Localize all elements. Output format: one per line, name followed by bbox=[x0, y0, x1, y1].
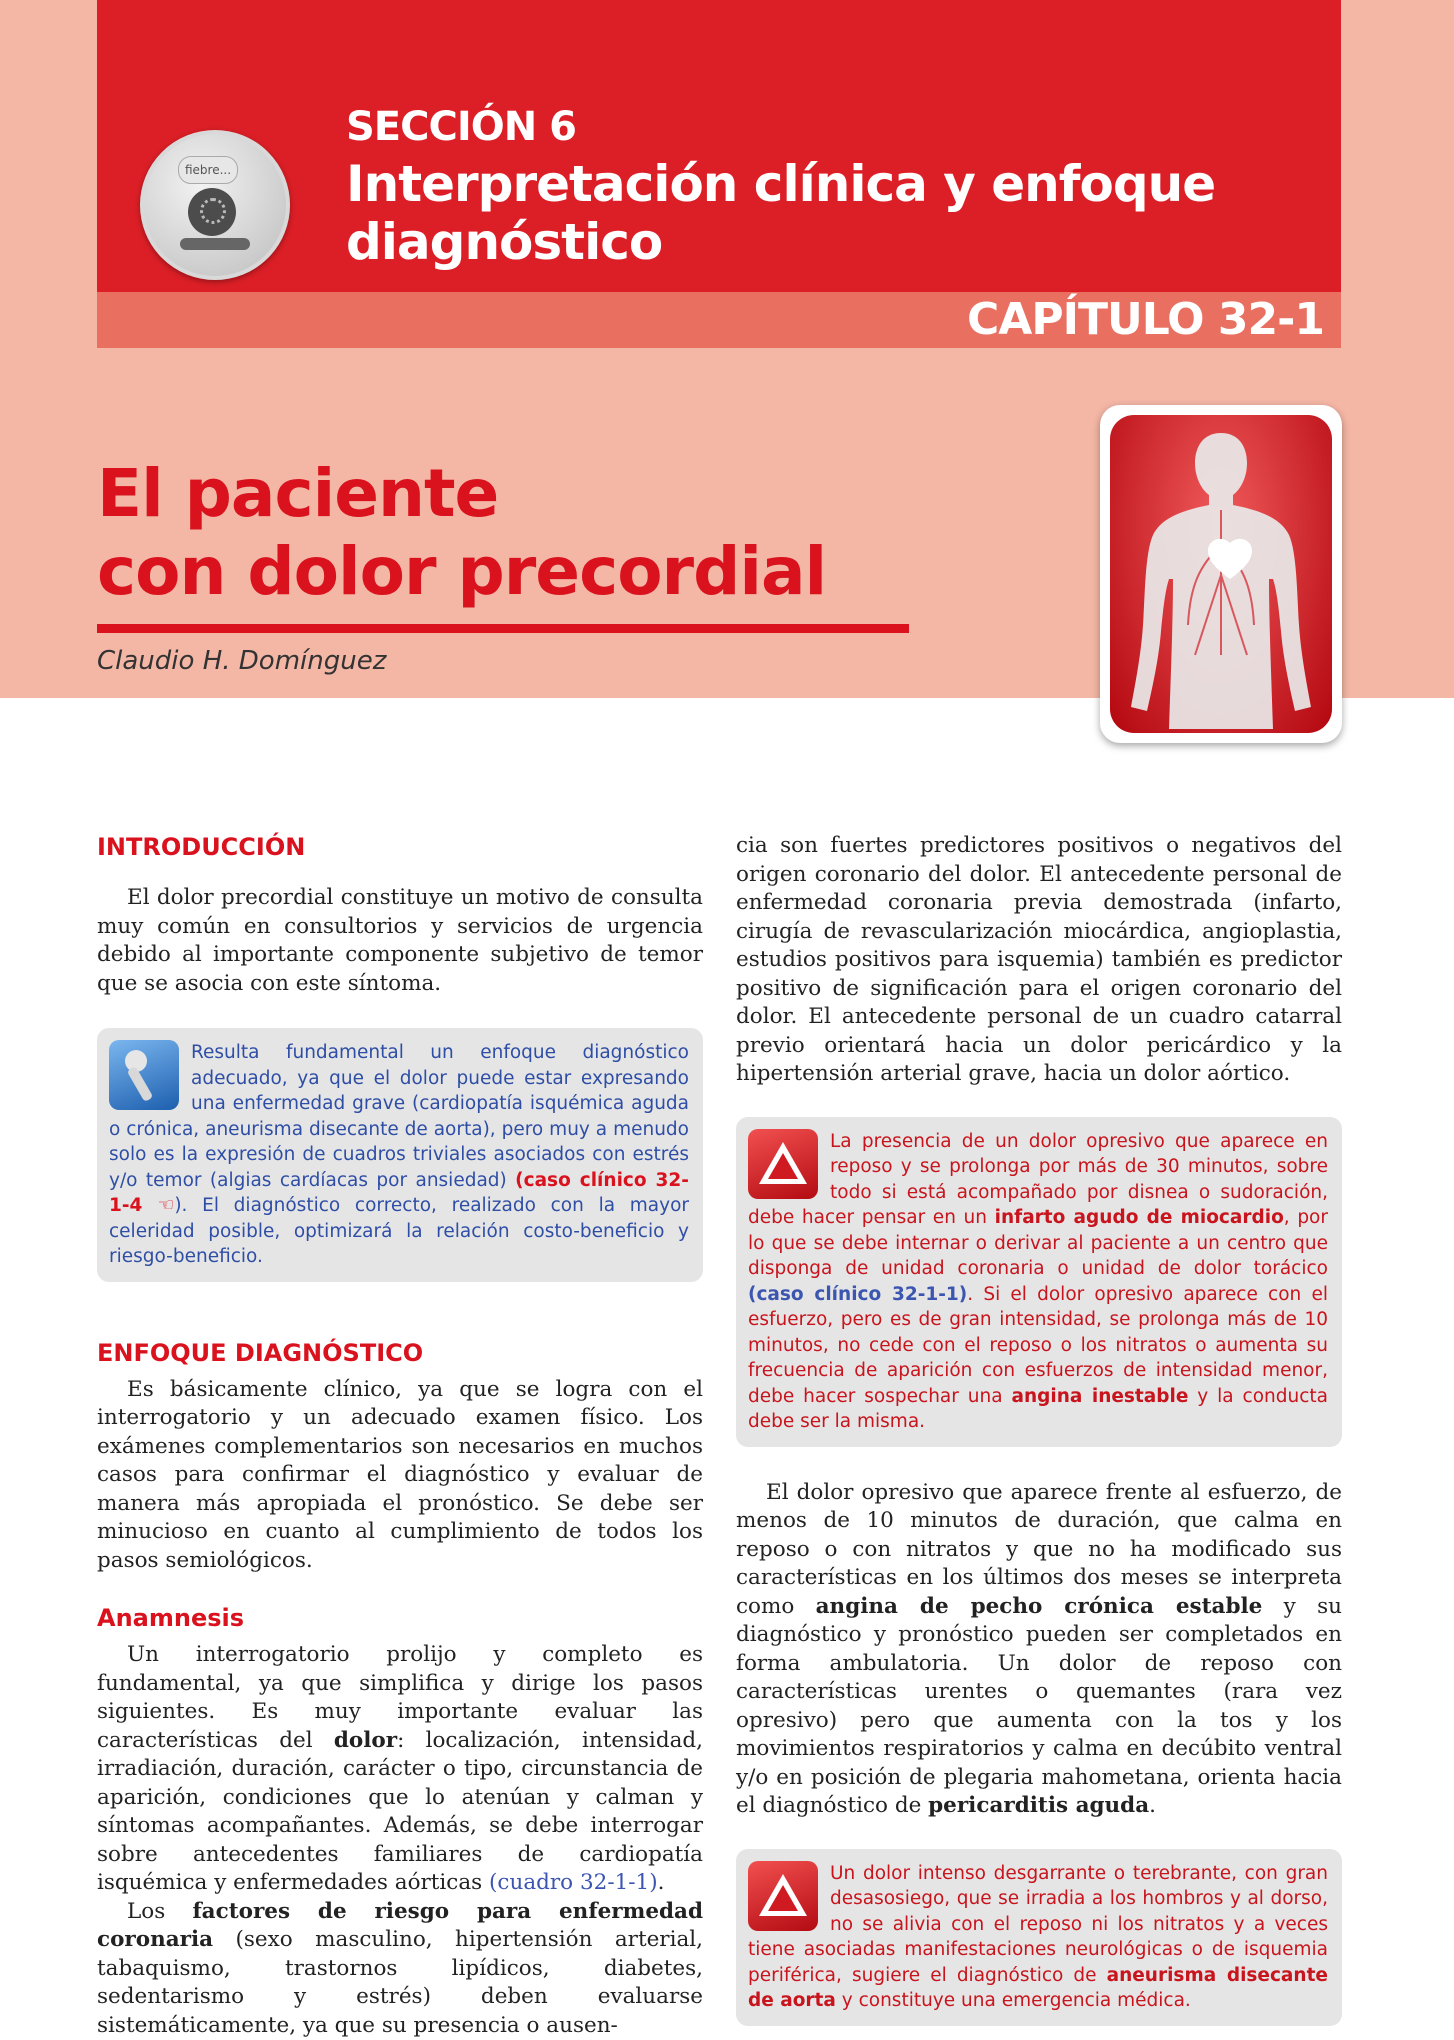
risk-factors-paragraph: Los factores de riesgo para enfermedad coronaria (sexo masculino, hipertensión arterial, tabaquismo, trastornos lipídicos, diabetes, sedentarismo y estrés) deben evaluarse sistemáticamente, ya que su presencia o ausen- bbox=[97, 1898, 703, 2040]
pointing-hand-icon: ☜ bbox=[158, 1195, 175, 1216]
section-label: SECCIÓN 6 bbox=[346, 104, 576, 150]
enfoque-paragraph: Es básicamente clínico, ya que se logra con el interrogatorio y un adecuado examen físico. Los exámenes complementarios son necesarios en muchos casos para confirmar el diagnóstico y evaluar de manera más apropiada el pronóstico. Se debe ser minucioso en cuanto al cumplimiento de todos los pasos semiológicos. bbox=[97, 1376, 703, 1576]
human-body-heart-icon bbox=[1100, 405, 1342, 743]
key-note-box: Resulta fundamental un enfoque diagnóstico adecuado, ya que el dolor puede estar expresando una enfermedad grave (cardiopatía isquémica aguda o crónica, aneurisma disecante de aorta), pero muy a menudo solo es la expresión de cuadros triviales asociados con estrés y/o temor (algias cardíacas por ansiedad) (caso clínico 32-1-4 ☜). El diagnóstico correcto, realizado con la mayor celeridad posible, optimizará la relación costo-beneficio y riesgo-beneficio. bbox=[97, 1028, 703, 1282]
heading-anamnesis: Anamnesis bbox=[97, 1603, 703, 1633]
continuation-paragraph: cia son fuertes predictores positivos o negativos del origen coronario del dolor. El antecedente personal de enfermedad coronaria previa demostrada (infarto, cirugía de revascularización miocárdica, angioplastia, estudios positivos para isquemia) también es predictor positivo de significación para el origen coronario del dolor. El antecedente personal de un cuadro catarral previo orientará hacia un dolor pericárdico y la hipertensión arterial grave, hacia un dolor aórtico. bbox=[736, 832, 1342, 1089]
warning-icon bbox=[748, 1129, 818, 1199]
angina-paragraph: El dolor opresivo que aparece frente al esfuerzo, de menos de 10 minutos de duración, que calma en reposo o con nitratos y que no ha modificado sus características en los últimos dos meses se interpreta como angina de pecho crónica estable y su diagnóstico y pronóstico pueden ser completados en forma ambulatoria. Un dolor de reposo con características urentes o quemantes (rara vez opresivo) pero que aumenta con la tos y los movimientos respiratorios y calma en decúbito ventral y/o en posición de plegaria mahometana, orienta hacia el diagnóstico de pericarditis aguda. bbox=[736, 1479, 1342, 1821]
page-title bbox=[97, 455, 857, 611]
title-line-1: El paciente bbox=[97, 455, 857, 533]
warning-box-infarto: La presencia de un dolor opresivo que aparece en reposo y se prolonga por más de 30 minutos, sobre todo si está acompañado por disnea o sudoración, debe hacer pensar en un infarto agudo de miocardio, por lo que se debe internar o derivar al paciente a un centro que disponga de unidad coronaria o unidad de dolor torácico (caso clínico 32-1-1). Si el dolor opresivo aparece con el esfuerzo, pero es de gran intensidad, se prolonga más de 10 minutos, no cede con el reposo o los nitratos o aumenta su frecuencia de aparición con esfuerzos de intensidad menor, debe hacer sospechar una angina inestable y la conducta debe ser la misma. bbox=[736, 1117, 1342, 1447]
right-column bbox=[736, 832, 1342, 2026]
key-icon bbox=[109, 1040, 179, 1110]
warning-icon bbox=[748, 1861, 818, 1931]
logo-bubble-text: fiebre... bbox=[178, 156, 238, 184]
section-title: Interpretación clínica y enfoque diagnóstico bbox=[346, 155, 1246, 271]
case-reference-link-2[interactable]: (caso clínico 32-1-1) bbox=[748, 1284, 967, 1305]
intro-paragraph: El dolor precordial constituye un motivo de consulta muy común en consultorios y servicios de urgencia debido al importante componente subjetivo de temor que se asocia con este síntoma. bbox=[97, 884, 703, 998]
heading-introduccion: INTRODUCCIÓN bbox=[97, 832, 703, 862]
thinking-head-icon bbox=[140, 130, 290, 280]
table-reference-link[interactable]: (cuadro 32-1-1) bbox=[489, 1870, 658, 1895]
heading-enfoque: ENFOQUE DIAGNÓSTICO bbox=[97, 1338, 703, 1368]
left-column bbox=[97, 832, 703, 2040]
anamnesis-paragraph: Un interrogatorio prolijo y completo es fundamental, ya que simplifica y dirige los pasos siguientes. Es muy importante evaluar las características del dolor: localización, intensidad, irradiación, duración, carácter o tipo, circunstancia de aparición, condiciones que lo atenúan y calman y síntomas acompañantes. Además, se debe interrogar sobre antecedentes familiares de cardiopatía isquémica y enfermedades aórticas (cuadro 32-1-1). bbox=[97, 1641, 703, 1898]
author: Claudio H. Domínguez bbox=[97, 646, 386, 676]
case-reference-link[interactable]: (caso clínico 32-1-4 ☜ bbox=[109, 1170, 689, 1217]
title-line-2: con dolor precordial bbox=[97, 533, 857, 611]
warning-box-aneurisma: Un dolor intenso desgarrante o terebrante, con gran desasosiego, que se irradia a los hombros y al dorso, no se alivia con el reposo ni los nitratos y a veces tiene asociadas manifestaciones neurológicas o de isquemia periférica, sugiere el diagnóstico de aneurisma disecante de aorta y constituye una emergencia médica. bbox=[736, 1849, 1342, 2026]
chapter-label: CAPÍTULO 32-1 bbox=[967, 292, 1324, 348]
title-rule bbox=[97, 624, 909, 633]
